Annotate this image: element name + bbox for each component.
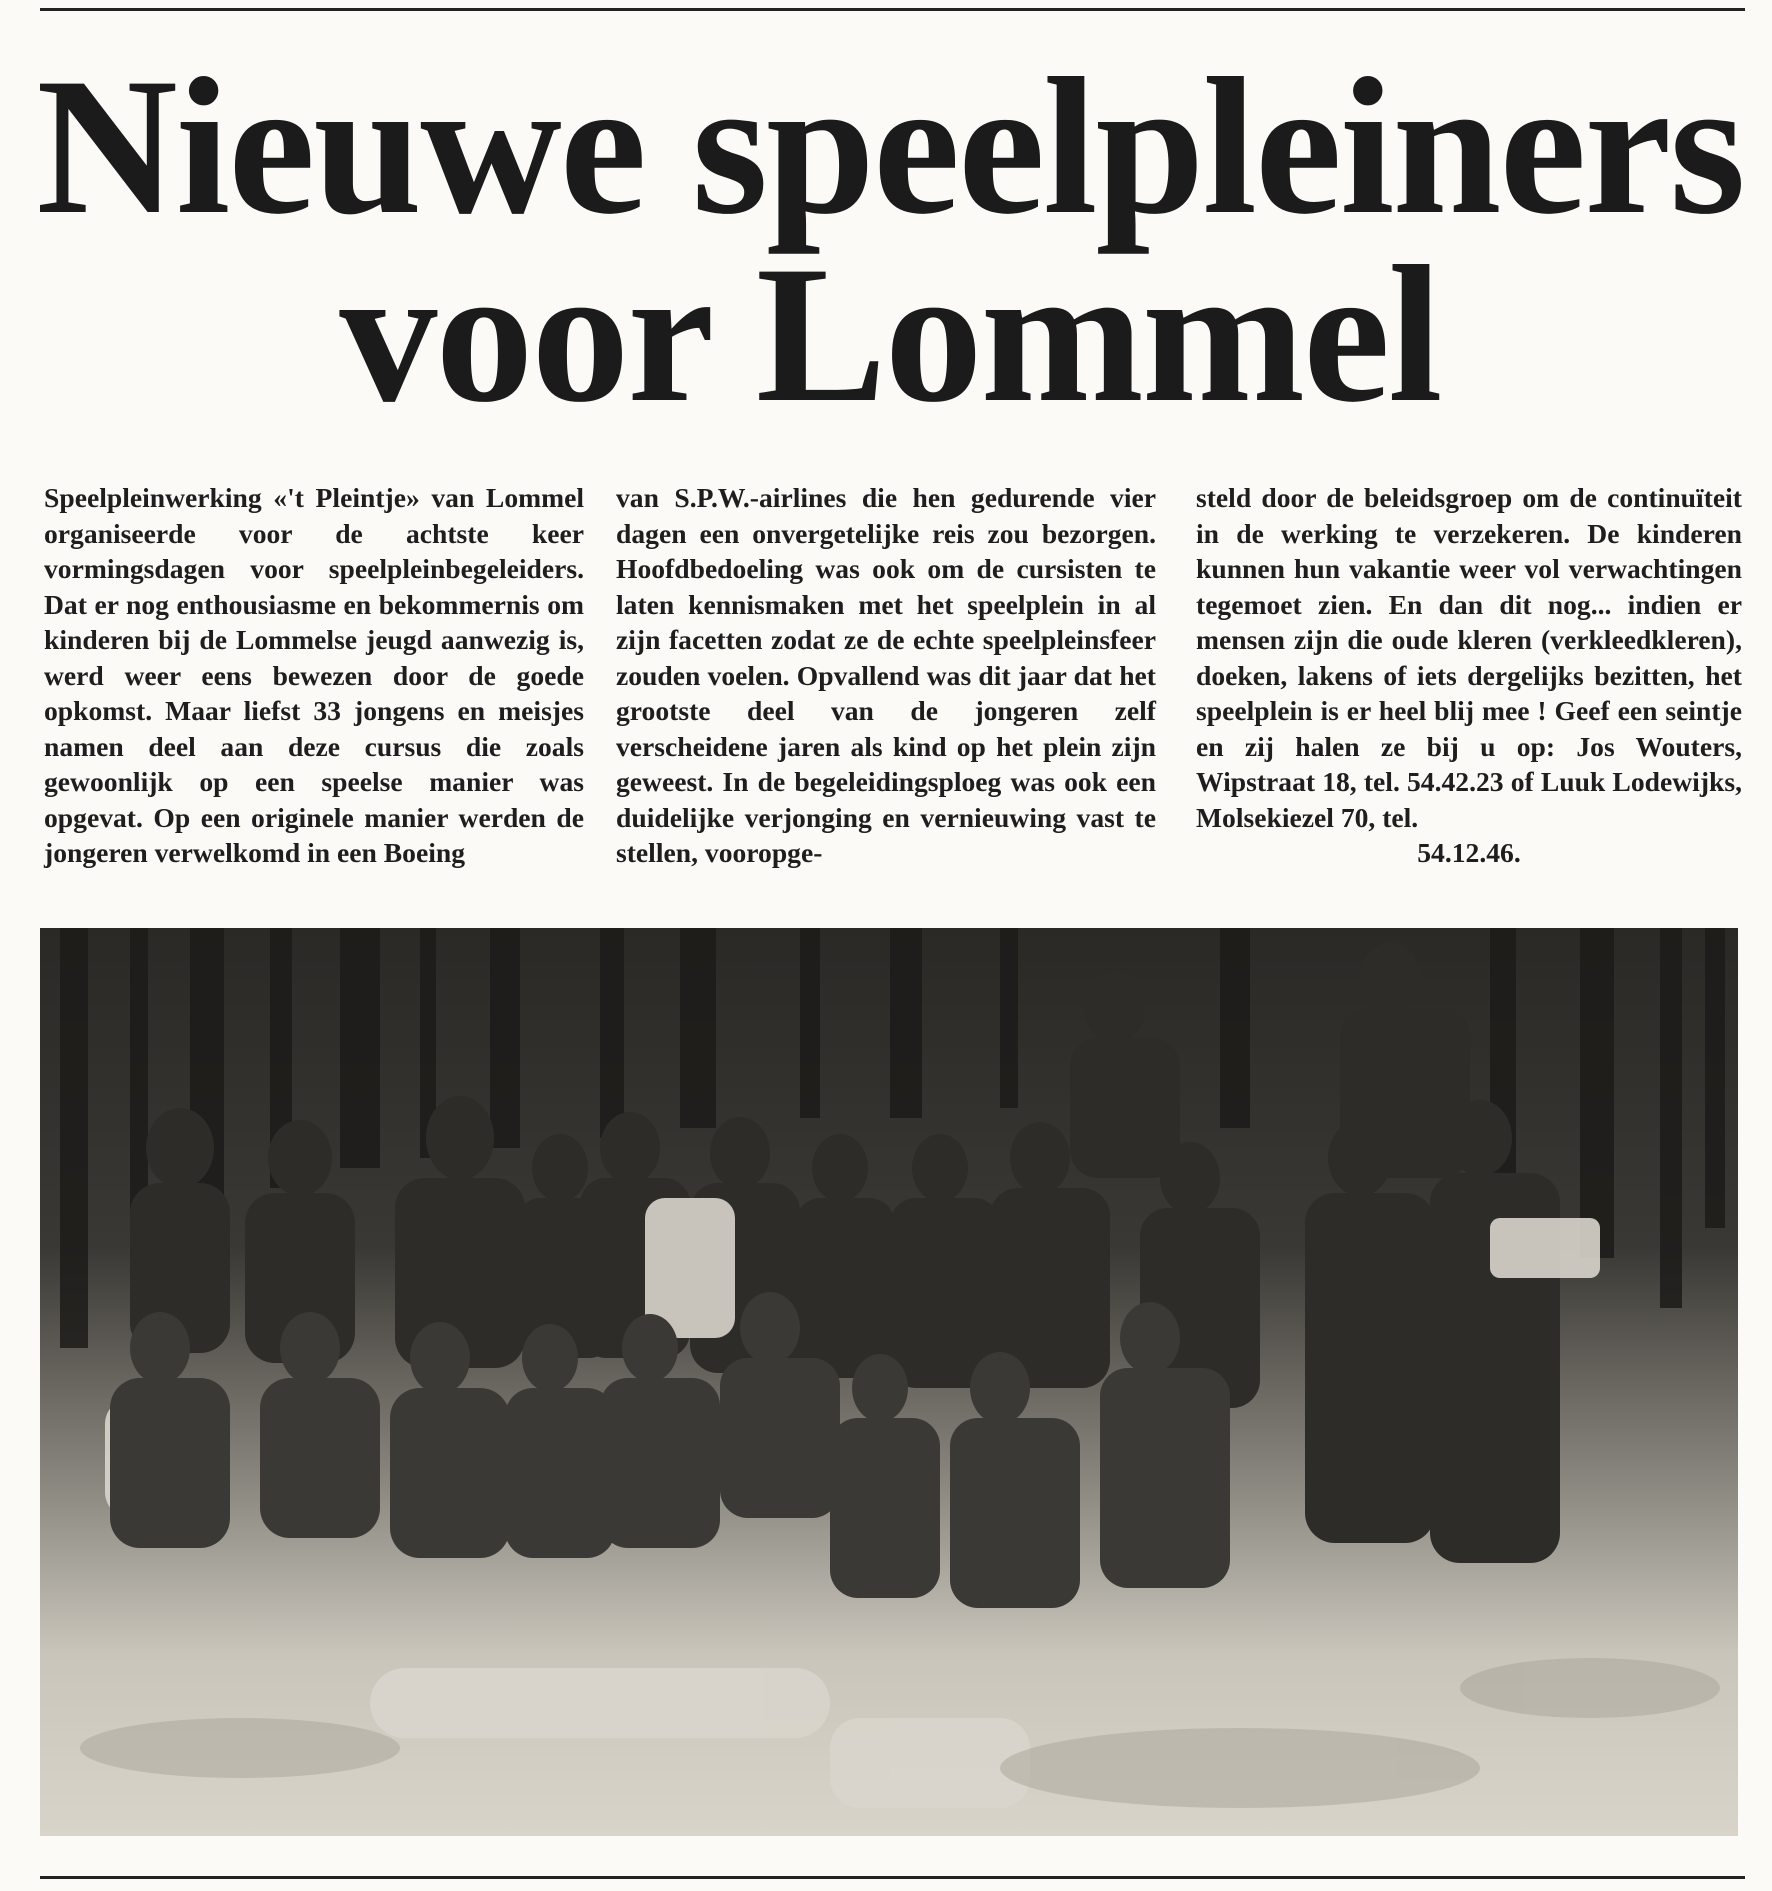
article-column-3	[1196, 480, 1742, 871]
article-column-3-end: 54.12.46.	[1417, 837, 1521, 868]
headline-line-1: Nieuwe speelpleiners	[36, 38, 1744, 256]
article-column-2: van S.P.W.-airlines die hen gedurende vier dagen een onvergetelijke reis zou bezorgen. Hoofdbedoeling was ook om de cursisten te laten kennismaken met het speelplein in al zijn facetten zodat ze de echte speelpleinsfeer zouden voelen. Opvallend was dit jaar dat het grootste deel van de jongeren zelf verscheidene jaren als kind op het plein zijn geweest. In de begeleidingsploeg was ook een duidelijke verjonging en vernieuwing vast te stellen, vooropge-	[616, 482, 1156, 868]
headline	[30, 38, 1750, 444]
group-of-people	[105, 942, 1600, 1808]
bottom-rule	[40, 1876, 1745, 1879]
article-column-1: Speelpleinwerking «'t Pleintje» van Lommel organiseerde voor de achtste keer vormingsdagen voor speelpleinbegeleiders. Dat er nog enthousiasme en bekommernis om kinderen bij de Lommelse jeugd aanwezig is, werd weer eens bewezen door de goede opkomst. Maar liefst 33 jongens en meisjes namen deel aan deze cursus die zoals gewoonlijk op een speelse manier was opgevat. Op een originele manier werden de jongeren verwelkomd in een Boeing	[44, 482, 584, 868]
article-body	[44, 480, 1744, 900]
top-rule	[40, 8, 1745, 11]
headline-line-2: voor Lommel	[339, 226, 1441, 444]
group-photo-illustration	[40, 928, 1738, 1836]
group-photo	[40, 928, 1738, 1836]
article-column-3-text: steld door de beleidsgroep om de continuïteit in de werking te verzekeren. De kinderen kunnen hun vakantie weer vol verwachtingen tegemoet zien. En dan dit nog... indien er mensen zijn die oude kleren (verkleedkleren), doeken, lakens of iets dergelijks bezitten, het speelplein is er heel blij mee ! Geef een seintje en zij halen ze bij u op: Jos Wouters, Wipstraat 18, tel. 54.42.23 of Luuk Lodewijks, Molsekiezel 70, tel.	[1196, 482, 1742, 833]
